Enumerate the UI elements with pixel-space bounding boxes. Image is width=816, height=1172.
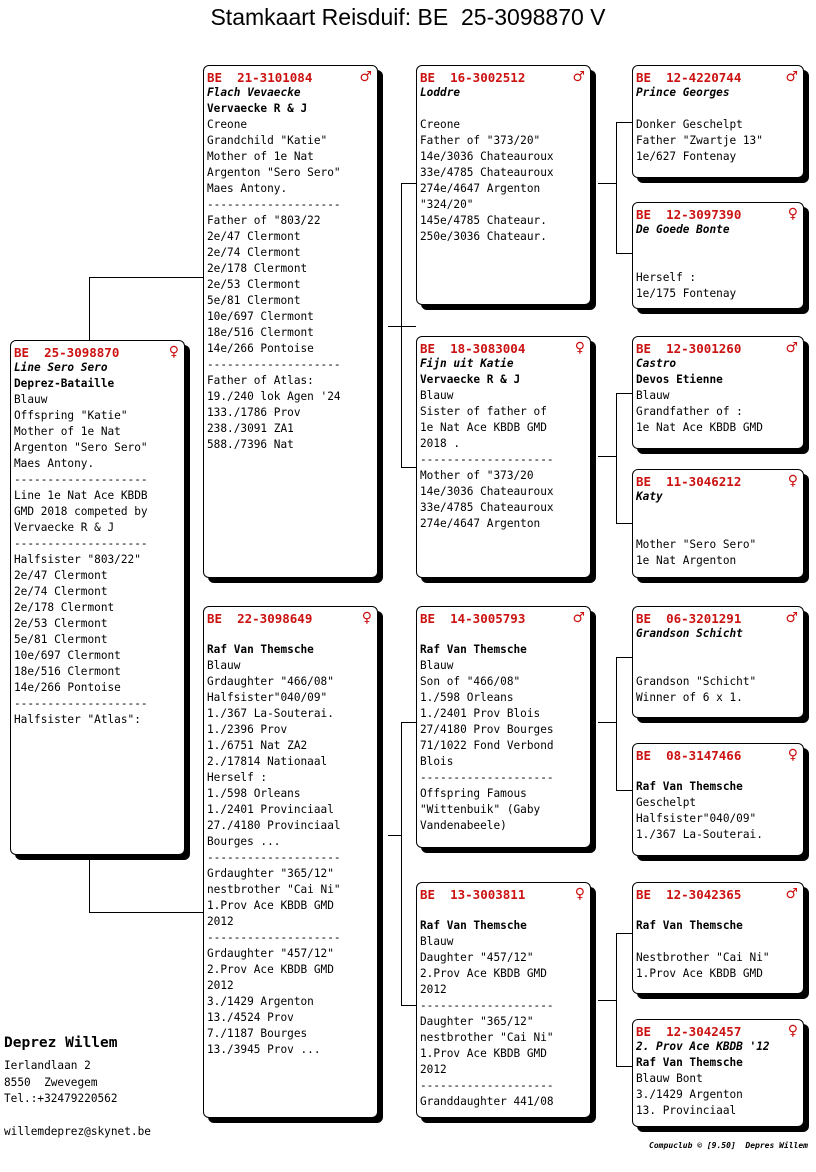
owner-name: Raf Van Themsche (636, 780, 743, 793)
ring-number: BE 08-3147466 (636, 747, 742, 763)
info-line: 1.Prov Ace KBDB GMD (420, 1047, 547, 1060)
info-line: 1e Nat Argenton (636, 554, 737, 567)
pigeon-name: Grandson Schicht (636, 627, 743, 640)
ring-number: BE 18-3083004 (420, 340, 526, 356)
info-line: 3./1429 Argenton (636, 1088, 743, 1101)
connector-line (598, 1000, 616, 1001)
info-line: 2012 (420, 983, 447, 996)
owner-name: Raf Van Themsche (420, 643, 527, 656)
info-line: 71/1022 Fond Verbond (420, 739, 554, 752)
info-line: 5e/81 Clermont (14, 633, 108, 646)
connector-line (616, 393, 632, 394)
card-body (633, 356, 803, 436)
info-line: Father of "373/20" (420, 134, 541, 147)
info-line: Maes Antony. (14, 457, 95, 470)
female-icon: ♀ (574, 340, 585, 356)
info-line: Daughter "365/12" (420, 1015, 534, 1028)
pigeon-card (416, 65, 591, 305)
info-line (636, 763, 800, 779)
info-line: Grandfather of : (636, 405, 743, 418)
connector-line (89, 277, 203, 278)
owner-name: Devos Etienne (636, 373, 723, 386)
info-line: Mother of "373/20 (420, 469, 534, 482)
connector-line (616, 933, 632, 934)
ring-number: BE 06-3201291 (636, 610, 742, 626)
card-header (417, 337, 590, 356)
pigeon-name: 2. Prov Ace KBDB '12 (636, 1040, 770, 1053)
card-body (633, 489, 803, 569)
info-line (420, 626, 587, 642)
ring-number: BE 12-3042365 (636, 886, 742, 902)
owner-name: Raf Van Themsche (636, 919, 743, 932)
card-header (633, 607, 803, 626)
pigeon-name: Fijn uit Katie (420, 357, 514, 370)
ring-number: BE 11-3046212 (636, 473, 742, 489)
info-line: Grdaughter "466/08" (207, 675, 334, 688)
breeder-email[interactable]: willemdeprez@skynet.be (4, 1125, 151, 1138)
info-line: Blauw (420, 659, 454, 672)
info-line (636, 902, 800, 918)
info-line: Blauw Bont (636, 1072, 703, 1085)
info-line: 250e/3036 Chateaur. (420, 230, 547, 243)
info-line: -------------------- (14, 473, 148, 486)
ring-number: BE 12-3001260 (636, 340, 742, 356)
info-line: 1e/175 Fontenay (636, 287, 737, 300)
pigeon-card (416, 606, 591, 848)
card-body (417, 626, 590, 834)
info-line: 14e/266 Pontoise (14, 681, 121, 694)
info-line: 1.Prov Ace KBDB GMD (207, 899, 334, 912)
info-line: Line 1e Nat Ace KBDB (14, 489, 148, 502)
info-line: Granddaughter 441/08 (420, 1095, 554, 1108)
connector-line (598, 456, 616, 457)
connector-line (616, 657, 632, 658)
card-header (417, 883, 590, 902)
info-line: 3./1429 Argenton (207, 995, 314, 1008)
info-line: Father "Zwartje 13" (636, 134, 763, 147)
info-line: 1./367 La-Souterai. (207, 707, 334, 720)
info-line: -------------------- (420, 771, 554, 784)
info-line: -------------------- (14, 537, 148, 550)
info-line: Blauw (420, 389, 454, 402)
owner-name: Deprez-Bataille (14, 377, 115, 390)
card-body (11, 360, 184, 728)
pigeon-card (203, 65, 378, 578)
info-line: Herself : (207, 771, 268, 784)
info-line: 14e/3036 Chateauroux (420, 150, 554, 163)
female-icon: ♀ (787, 206, 798, 222)
info-line: Argenton "Sero Sero" (207, 166, 341, 179)
owner-name: Vervaecke R & J (207, 102, 308, 115)
card-body (417, 902, 590, 1110)
info-line: 18e/516 Clermont (207, 326, 314, 339)
card-body (633, 1039, 803, 1119)
info-line: Halfsister "803/22" (14, 553, 141, 566)
info-line: 33e/4785 Chateauroux (420, 166, 554, 179)
ring-number: BE 13-3003811 (420, 886, 526, 902)
info-line: 1./6751 Nat ZA2 (207, 739, 308, 752)
connector-line (616, 122, 617, 254)
info-line (636, 642, 800, 658)
info-line: 13. Provinciaal (636, 1104, 737, 1117)
info-line: 2012 (420, 1063, 447, 1076)
card-header (417, 66, 590, 85)
info-line: Creone (207, 118, 248, 131)
connector-line (401, 183, 402, 468)
info-line: -------------------- (420, 453, 554, 466)
card-body (633, 222, 803, 302)
card-header (633, 470, 803, 489)
card-body (204, 626, 377, 1058)
info-line: Grdaughter "365/12" (207, 867, 334, 880)
info-line: Offspring "Katie" (14, 409, 128, 422)
info-line: Vandenabeele) (420, 819, 507, 832)
info-line: 1e Nat Ace KBDB GMD (420, 421, 547, 434)
info-line: 2./17814 Nationaal (207, 755, 328, 768)
info-line: 1./367 La-Souterai. (636, 828, 763, 841)
info-line: 13./4524 Prov (207, 1011, 294, 1024)
page-title: Stamkaart Reisduif: BE 25-3098870 V (210, 4, 606, 30)
connector-line (616, 933, 617, 1067)
info-line: 1./598 Orleans (207, 787, 301, 800)
info-line: 10e/697 Clermont (207, 310, 314, 323)
info-line: 2012 (207, 979, 234, 992)
info-line: Blauw (207, 659, 241, 672)
info-line: 274e/4647 Argenton (420, 182, 541, 195)
info-line: 14e/266 Pontoise (207, 342, 314, 355)
info-line: 10e/697 Clermont (14, 649, 121, 662)
info-line: Father of Atlas: (207, 374, 314, 387)
card-body (633, 902, 803, 982)
info-line: Grandson "Schicht" (636, 675, 757, 688)
info-line: 2012 (207, 915, 234, 928)
connector-line (616, 790, 632, 791)
card-header (633, 337, 803, 356)
ring-number: BE 25-3098870 (14, 344, 120, 360)
info-line: Halfsister"040/09" (636, 812, 757, 825)
info-line: 1.Prov Ace KBDB GMD (636, 967, 763, 980)
pigeon-card (632, 1019, 804, 1127)
card-body (204, 85, 377, 453)
breeder-address: Ierlandlaan 2 (4, 1059, 91, 1072)
connector-line (616, 122, 632, 123)
pigeon-card (632, 606, 804, 718)
info-line (636, 254, 800, 270)
info-line: -------------------- (207, 358, 341, 371)
breeder-city: 8550 Zwevegem (4, 1076, 98, 1089)
male-icon: ♂ (785, 886, 798, 902)
info-line: 1e Nat Ace KBDB GMD (636, 421, 763, 434)
pigeon-card (416, 882, 591, 1118)
connector-line (616, 1066, 632, 1067)
connector-line (598, 183, 616, 184)
info-line: Blauw (14, 393, 48, 406)
connector-line (89, 912, 203, 913)
connector-line (388, 326, 416, 327)
card-header (633, 883, 803, 902)
card-body (417, 356, 590, 532)
info-line: 1./2401 Provinciaal (207, 803, 334, 816)
info-line: 33e/4785 Chateauroux (420, 501, 554, 514)
card-header (633, 203, 803, 222)
info-line: Halfsister "Atlas": (14, 713, 141, 726)
breeder-phone: Tel.:+32479220562 (4, 1092, 118, 1105)
info-line: 7./1187 Bourges (207, 1027, 308, 1040)
male-icon: ♂ (785, 340, 798, 356)
card-header (204, 607, 377, 626)
info-line: -------------------- (14, 697, 148, 710)
info-line: 2e/53 Clermont (14, 617, 108, 630)
info-line: Geschelpt (636, 796, 697, 809)
pigeon-card (10, 340, 185, 855)
info-line: nestbrother "Cai Ni" (420, 1031, 554, 1044)
owner-name: Vervaecke R & J (420, 373, 521, 386)
info-line (636, 505, 800, 521)
pigeon-card (632, 202, 804, 309)
card-header (417, 607, 590, 626)
female-icon: ♀ (168, 344, 179, 360)
info-line (636, 658, 800, 674)
male-icon: ♂ (785, 610, 798, 626)
card-header (204, 66, 377, 85)
info-line: 1./2401 Prov Blois (420, 707, 541, 720)
connector-line (616, 657, 617, 791)
info-line: Blauw (636, 389, 670, 402)
info-line: 2.Prov Ace KBDB GMD (207, 963, 334, 976)
card-header (633, 66, 803, 85)
info-line: 18e/516 Clermont (14, 665, 121, 678)
male-icon: ♂ (572, 69, 585, 85)
ring-number: BE 12-4220744 (636, 69, 742, 85)
info-line: -------------------- (207, 851, 341, 864)
info-line: Donker Geschelpt (636, 118, 743, 131)
info-line: 2e/47 Clermont (207, 230, 301, 243)
female-icon: ♀ (361, 610, 372, 626)
breeder-name: Deprez Willem (4, 1035, 118, 1051)
software-credit: Compuclub © [9.50] Depres Willem (649, 1141, 808, 1150)
pigeon-card (416, 336, 591, 578)
connector-line (388, 835, 402, 836)
info-line (420, 101, 587, 117)
info-line: 1e/627 Fontenay (636, 150, 737, 163)
card-header (633, 744, 803, 763)
info-line: Grandchild "Katie" (207, 134, 328, 147)
info-line: Blauw (420, 935, 454, 948)
male-icon: ♂ (359, 69, 372, 85)
info-line: 2e/178 Clermont (14, 601, 115, 614)
info-line: GMD 2018 competed by (14, 505, 148, 518)
info-line: 145e/4785 Chateaur. (420, 214, 547, 227)
owner-name: Raf Van Themsche (636, 1056, 743, 1069)
male-icon: ♂ (572, 610, 585, 626)
info-line: Son of "466/08" (420, 675, 521, 688)
info-line: 274e/4647 Argenton (420, 517, 541, 530)
info-line (636, 238, 800, 254)
info-line (636, 934, 800, 950)
female-icon: ♀ (574, 886, 585, 902)
card-body (633, 763, 803, 843)
card-body (633, 85, 803, 165)
info-line (636, 521, 800, 537)
info-line: 2018 . (420, 437, 461, 450)
info-line: Halfsister"040/09" (207, 691, 328, 704)
connector-line (598, 722, 616, 723)
info-line (420, 902, 587, 918)
ring-number: BE 14-3005793 (420, 610, 526, 626)
info-line: 1./598 Orleans (420, 691, 514, 704)
info-line: 2.Prov Ace KBDB GMD (420, 967, 547, 980)
connector-line (401, 183, 416, 184)
owner-name: Raf Van Themsche (207, 643, 314, 656)
info-line: Grdaughter "457/12" (207, 947, 334, 960)
pigeon-name: Loddre (420, 86, 461, 99)
info-line: 133./1786 Prov (207, 406, 301, 419)
pigeon-name: Katy (636, 490, 663, 503)
owner-name: Raf Van Themsche (420, 919, 527, 932)
info-line: 1./2396 Prov (207, 723, 288, 736)
info-line: 2e/74 Clermont (207, 246, 301, 259)
info-line: -------------------- (420, 1079, 554, 1092)
info-line: Nestbrother "Cai Ni" (636, 951, 770, 964)
female-icon: ♀ (787, 747, 798, 763)
info-line: Maes Antony. (207, 182, 288, 195)
pigeon-card (632, 336, 804, 449)
info-line: Creone (420, 118, 461, 131)
info-line: Mother of 1e Nat (14, 425, 121, 438)
info-line: Winner of 6 x 1. (636, 691, 743, 704)
connector-line (616, 393, 617, 524)
info-line: Herself : (636, 271, 697, 284)
ring-number: BE 21-3101084 (207, 69, 313, 85)
info-line: Bourges ... (207, 835, 281, 848)
info-line: Sister of father of (420, 405, 547, 418)
ring-number: BE 16-3002512 (420, 69, 526, 85)
info-line: 2e/47 Clermont (14, 569, 108, 582)
connector-line (401, 467, 416, 468)
info-line (207, 626, 374, 642)
pigeon-card (203, 606, 378, 1118)
info-line: 2e/178 Clermont (207, 262, 308, 275)
card-header (11, 341, 184, 360)
info-line: Vervaecke R & J (14, 521, 115, 534)
info-line: "Wittenbuik" (Gaby (420, 803, 541, 816)
info-line: Blois (420, 755, 454, 768)
info-line: 13./3945 Prov ... (207, 1043, 321, 1056)
pigeon-name: Castro (636, 357, 677, 370)
card-body (633, 626, 803, 706)
info-line: "324/20" (420, 198, 474, 211)
pigeon-card (632, 469, 804, 578)
pigeon-name: Flach Vevaecke (207, 86, 301, 99)
info-line: 14e/3036 Chateauroux (420, 485, 554, 498)
connector-line (401, 722, 402, 1006)
pigeon-name: De Goede Bonte (636, 223, 730, 236)
connector-line (616, 253, 632, 254)
info-line: Mother "Sero Sero" (636, 538, 757, 551)
info-line: Offspring Famous (420, 787, 527, 800)
info-line: -------------------- (207, 931, 341, 944)
connector-line (616, 523, 632, 524)
info-line: 5e/81 Clermont (207, 294, 301, 307)
pigeon-name: Line Sero Sero (14, 361, 108, 374)
info-line: Daughter "457/12" (420, 951, 534, 964)
pigeon-name: Prince Georges (636, 86, 730, 99)
ring-number: BE 22-3098649 (207, 610, 313, 626)
female-icon: ♀ (787, 473, 798, 489)
info-line: 588./7396 Nat (207, 438, 294, 451)
info-line: 27/4180 Prov Bourges (420, 723, 554, 736)
info-line: -------------------- (207, 198, 341, 211)
connector-line (401, 1005, 416, 1006)
info-line: 2e/53 Clermont (207, 278, 301, 291)
connector-line (89, 277, 90, 340)
info-line: 238./3091 ZA1 (207, 422, 294, 435)
ring-number: BE 12-3097390 (636, 206, 742, 222)
female-icon: ♀ (787, 1023, 798, 1039)
connector-line (89, 856, 90, 912)
pigeon-card (632, 882, 804, 994)
male-icon: ♂ (785, 69, 798, 85)
card-header (633, 1020, 803, 1039)
info-line: -------------------- (420, 999, 554, 1012)
card-body (417, 85, 590, 245)
info-line: Father of "803/22 (207, 214, 321, 227)
pigeon-card (632, 65, 804, 178)
info-line: nestbrother "Cai Ni" (207, 883, 341, 896)
ring-number: BE 12-3042457 (636, 1023, 742, 1039)
info-line (636, 101, 800, 117)
info-line: 27./4180 Provinciaal (207, 819, 341, 832)
connector-line (401, 722, 416, 723)
info-line: 19./240 lok Agen '24 (207, 390, 341, 403)
info-line: 2e/74 Clermont (14, 585, 108, 598)
info-line: Argenton "Sero Sero" (14, 441, 148, 454)
pigeon-card (632, 743, 804, 856)
info-line: Mother of 1e Nat (207, 150, 314, 163)
